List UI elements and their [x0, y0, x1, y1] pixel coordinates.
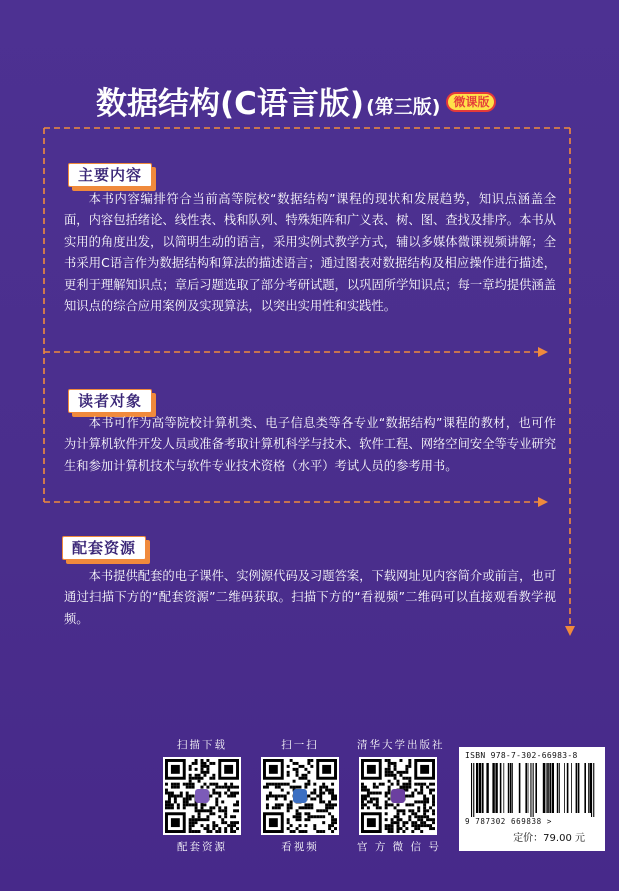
title-edition: (第三版): [366, 96, 441, 118]
qr-caption-bottom: 配套资源: [177, 841, 227, 853]
qr-block-video: [259, 737, 341, 855]
qr-caption-top: 扫一扫: [281, 739, 319, 751]
qr-logo-icon: [391, 789, 405, 803]
qr-block-resources: [161, 737, 243, 855]
barcode-digits: 9 787302 669838 >: [465, 817, 552, 826]
section-label-main-content: 主要内容: [68, 163, 152, 187]
qr-logo-icon: [293, 789, 307, 803]
arrow-head-3: [565, 626, 575, 636]
qr-logo-icon: [195, 789, 209, 803]
qr-caption-top: 清华大学出版社: [357, 739, 445, 751]
price-label: 定价：79.00 元: [513, 833, 585, 844]
qr-caption-bottom: 官 方 微 信 号: [357, 841, 441, 853]
qr-code-resources[interactable]: [163, 757, 241, 835]
micro-course-badge: 微课版: [446, 92, 496, 112]
title-main: 数据结构(C语言版): [96, 86, 365, 122]
section-label-readers: 读者对象: [68, 389, 152, 413]
barcode-bars: [465, 763, 599, 817]
section-text-resources: 本书提供配套的电子课件、实例源代码及习题答案，下载网址见内容简介或前言，也可通过扫描下方的“配套资源”二维码获取。扫描下方的“看视频”二维码可以直接观看教学视频。: [64, 569, 556, 626]
isbn-text: ISBN 978-7-302-66983-8: [465, 751, 578, 760]
qr-caption-top: 扫描下载: [177, 739, 227, 751]
qr-caption-bottom: 看视频: [281, 841, 319, 853]
arrow-head-2: [538, 497, 548, 507]
section-label-resources: 配套资源: [62, 536, 146, 560]
qr-block-wechat: [357, 737, 445, 855]
isbn-barcode: [459, 747, 605, 851]
qr-code-video[interactable]: [261, 757, 339, 835]
section-text-readers: 本书可作为高等院校计算机类、电子信息类等各专业“数据结构”课程的教材，也可作为计算机软件开发人员或准备考取计算机科学与技术、软件工程、网络空间安全等专业研究生和参加计算机技术与软件专业技术资格（水平）考试人员的参考用书。: [64, 416, 556, 473]
section-text-main-content: 本书内容编排符合当前高等院校“数据结构”课程的现状和发展趋势，知识点涵盖全面，内容包括绪论、线性表、栈和队列、特殊矩阵和广义表、树、图、查找及排序。本书从实用的角度出发，以简明生动的语言，采用实例式教学方式，辅以多媒体微课视频讲解；全书采用C语言作为数据结构和算法的描述语言；通过图表对数据结构及相应操作进行描述，更利于理解知识点；章后习题选取了部分考研试题，以巩固所学知识点；每一章均提供涵盖知识点的综合应用案例及实现算法，以突出实用性和实践性。: [64, 192, 556, 314]
arrow-head-1: [538, 347, 548, 357]
qr-code-wechat[interactable]: [359, 757, 437, 835]
